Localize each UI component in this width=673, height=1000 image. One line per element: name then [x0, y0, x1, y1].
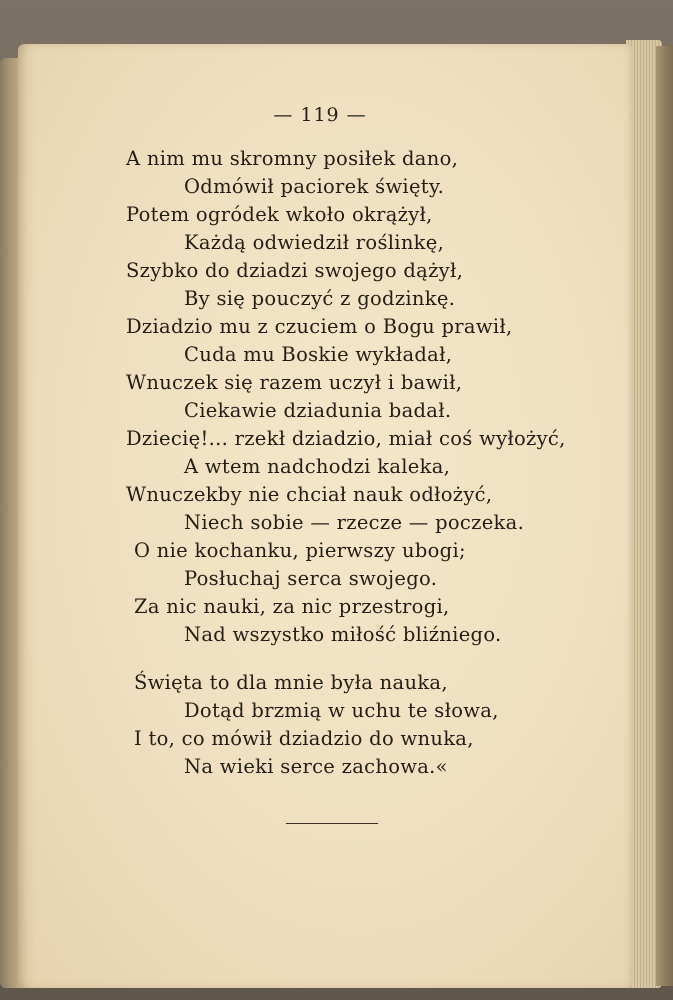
poem-line: Dotąd brzmią w uchu te słowa, [184, 699, 499, 722]
poem-line: Szybko do dziadzi swojego dążył, [126, 259, 464, 282]
book-right-cover [656, 46, 673, 986]
section-divider [286, 823, 378, 824]
stanza-1 [126, 145, 596, 649]
poem-line: Za nic nauki, za nic przestrogi, [134, 595, 450, 618]
poem-line: Dziecię!... rzekł dziadzio, miał coś wyłożyć, [126, 427, 566, 450]
stanza-2 [126, 669, 596, 781]
poem-text [126, 145, 596, 781]
poem-line: Wnuczek się razem uczył i bawił, [126, 371, 463, 394]
poem-line: Niech sobie — rzecze — poczeka. [184, 511, 525, 534]
poem-line: Cuda mu Boskie wykładał, [184, 343, 453, 366]
poem-line: Każdą odwiedził roślinkę, [184, 231, 445, 254]
poem-line: Wnuczekby nie chciał nauk odłożyć, [126, 483, 493, 506]
poem-line: By się pouczyć z godzinkę. [184, 287, 456, 310]
poem-line: O nie kochanku, pierwszy ubogi; [134, 539, 466, 562]
poem-line: I to, co mówił dziadzio do wnuka, [134, 727, 474, 750]
stanza-gap [126, 649, 596, 669]
poem-line: Nad wszystko miłość bliźniego. [184, 623, 502, 646]
poem-line: A nim mu skromny posiłek dano, [126, 147, 459, 170]
poem-line: Na wieki serce zachowa.« [184, 755, 448, 778]
poem-line: Posłuchaj serca swojego. [184, 567, 438, 590]
poem-line: Odmówił paciorek święty. [184, 175, 445, 198]
page-number: — 119 — [273, 104, 367, 126]
poem-line: Święta to dla mnie była nauka, [134, 671, 448, 694]
poem-line: Ciekawie dziadunia badał. [184, 399, 452, 422]
poem-line: Dziadzio mu z czuciem o Bogu prawił, [126, 315, 513, 338]
poem-line: Potem ogródek wkoło okrążył, [126, 203, 433, 226]
poem-line: A wtem nadchodzi kaleka, [184, 455, 451, 478]
